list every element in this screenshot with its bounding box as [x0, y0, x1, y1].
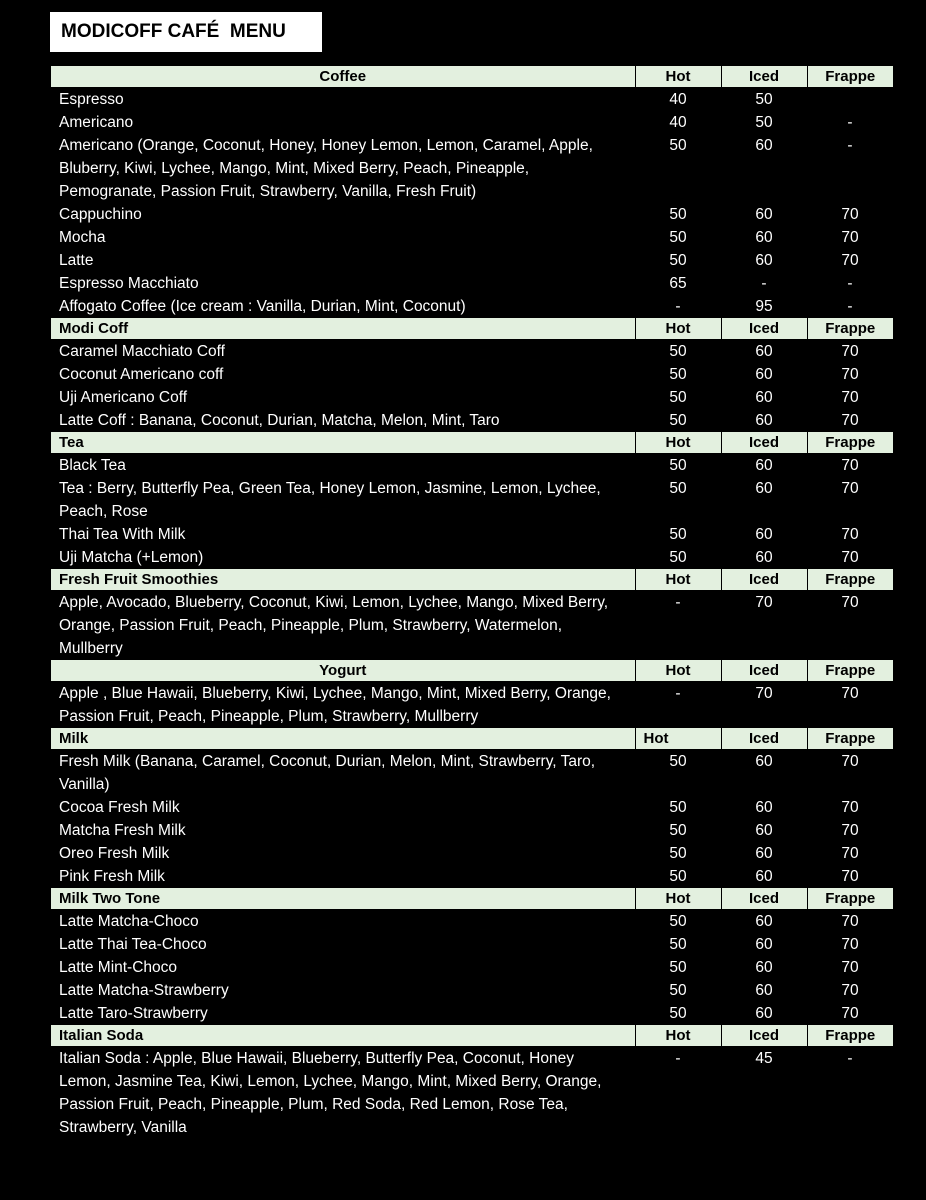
price-frappe: 70 — [841, 845, 859, 862]
menu-item-row — [51, 454, 893, 478]
menu-item-row — [51, 682, 893, 729]
menu-item-row — [51, 111, 893, 134]
price-iced: 60 — [755, 549, 773, 566]
price-frappe: 70 — [841, 959, 859, 976]
column-header-iced: Iced — [721, 66, 807, 88]
menu-item-row — [51, 933, 893, 956]
menu-title: MODICOFF CAFÉ MENU — [50, 12, 322, 52]
price-hot: 50 — [669, 480, 687, 497]
item-name: Pink Fresh Milk — [59, 868, 165, 885]
menu-item-row — [51, 842, 893, 865]
price-frappe: 70 — [841, 594, 859, 611]
item-name: Thai Tea With Milk — [59, 526, 186, 543]
menu-item-row — [51, 386, 893, 409]
price-frappe: 70 — [841, 412, 859, 429]
price-iced: 60 — [755, 389, 773, 406]
price-hot: 50 — [669, 366, 687, 383]
section-title: Yogurt — [51, 660, 635, 682]
price-hot: 40 — [669, 91, 687, 108]
price-iced: 70 — [755, 594, 773, 611]
price-frappe: 70 — [841, 252, 859, 269]
price-hot: 40 — [669, 114, 687, 131]
column-header-hot: Hot — [635, 318, 721, 340]
menu-item-row — [51, 134, 893, 203]
menu-item-row — [51, 1002, 893, 1025]
item-name: Cappuchino — [59, 206, 142, 223]
price-iced: 60 — [755, 412, 773, 429]
price-frappe: 70 — [841, 389, 859, 406]
column-header-iced: Iced — [721, 728, 807, 750]
menu-item-row — [51, 203, 893, 226]
price-iced: - — [761, 275, 767, 292]
price-frappe: - — [847, 275, 853, 292]
item-name: Uji Americano Coff — [59, 389, 188, 406]
item-name: Americano — [59, 114, 134, 131]
section-header-yogurt — [51, 660, 893, 682]
column-header-hot: Hot — [635, 1025, 721, 1047]
item-name: Tea : Berry, Butterfly Pea, Green Tea, Honey Lemon, Jasmine, Lemon, Lychee, Peach, Rose — [59, 480, 601, 520]
price-iced: 60 — [755, 959, 773, 976]
item-name: Fresh Milk (Banana, Caramel, Coconut, Durian, Melon, Mint, Strawberry, Taro, Vanilla) — [59, 753, 596, 793]
price-iced: 45 — [755, 1050, 773, 1067]
item-name: Uji Matcha (+Lemon) — [59, 549, 204, 566]
price-frappe: 70 — [841, 229, 859, 246]
price-iced: 60 — [755, 868, 773, 885]
section-header-coffee — [51, 66, 893, 88]
section-title: Coffee — [51, 66, 635, 88]
column-header-frappe: Frappe — [807, 888, 893, 910]
item-name: Coconut Americano coff — [59, 366, 224, 383]
column-header-frappe: Frappe — [807, 728, 893, 750]
item-name: Latte Taro-Strawberry — [59, 1005, 208, 1022]
column-header-iced: Iced — [721, 432, 807, 454]
price-frappe: - — [847, 298, 853, 315]
price-frappe: 70 — [841, 1005, 859, 1022]
item-name: Oreo Fresh Milk — [59, 845, 170, 862]
menu-item-row — [51, 226, 893, 249]
menu-item-row — [51, 1047, 893, 1140]
price-frappe: 70 — [841, 822, 859, 839]
price-frappe: - — [847, 114, 853, 131]
item-name: Caramel Macchiato Coff — [59, 343, 225, 360]
section-header-modi-coff — [51, 318, 893, 340]
column-header-hot: Hot — [635, 66, 721, 88]
price-hot: 50 — [669, 913, 687, 930]
price-iced: 60 — [755, 137, 773, 154]
price-hot: 50 — [669, 229, 687, 246]
price-frappe: 70 — [841, 549, 859, 566]
menu-item-row — [51, 477, 893, 523]
price-frappe: 70 — [841, 526, 859, 543]
column-header-frappe: Frappe — [807, 66, 893, 88]
menu-item-row — [51, 88, 893, 112]
price-hot: 50 — [669, 206, 687, 223]
price-iced: 60 — [755, 913, 773, 930]
column-header-iced: Iced — [721, 660, 807, 682]
menu-item-row — [51, 409, 893, 432]
section-header-milk — [51, 728, 893, 750]
menu-item-row — [51, 523, 893, 546]
price-iced: 95 — [755, 298, 773, 315]
section-title: Tea — [51, 432, 635, 454]
price-hot: 50 — [669, 753, 687, 770]
item-name: Cocoa Fresh Milk — [59, 799, 180, 816]
price-hot: - — [675, 685, 681, 702]
price-hot: 50 — [669, 412, 687, 429]
price-frappe: 70 — [841, 799, 859, 816]
price-iced: 60 — [755, 206, 773, 223]
column-header-iced: Iced — [721, 888, 807, 910]
price-iced: 60 — [755, 822, 773, 839]
price-iced: 60 — [755, 252, 773, 269]
price-iced: 70 — [755, 685, 773, 702]
price-frappe: 70 — [841, 206, 859, 223]
menu-item-row — [51, 910, 893, 934]
item-name: Latte Matcha-Strawberry — [59, 982, 229, 999]
menu-item-row — [51, 295, 893, 318]
price-hot: 50 — [669, 137, 687, 154]
price-frappe: 70 — [841, 913, 859, 930]
menu-item-row — [51, 979, 893, 1002]
column-header-hot: Hot — [635, 888, 721, 910]
item-name: Latte Mint-Choco — [59, 959, 178, 976]
column-header-hot: Hot — [635, 728, 721, 750]
price-iced: 60 — [755, 982, 773, 999]
price-iced: 50 — [755, 114, 773, 131]
item-name: Latte — [59, 252, 94, 269]
price-hot: 65 — [669, 275, 687, 292]
column-header-hot: Hot — [635, 660, 721, 682]
item-name: Espresso Macchiato — [59, 275, 199, 292]
price-frappe: - — [847, 1050, 853, 1067]
price-iced: 60 — [755, 457, 773, 474]
menu-item-row — [51, 956, 893, 979]
item-name: Apple, Avocado, Blueberry, Coconut, Kiwi, Lemon, Lychee, Mango, Mixed Berry, Orange, Passion Fruit, Peach, Pineapple, Plum, Strawberry, Watermelon, Mullberry — [59, 594, 609, 657]
price-hot: 50 — [669, 959, 687, 976]
price-hot: 50 — [669, 549, 687, 566]
item-name: Matcha Fresh Milk — [59, 822, 186, 839]
price-hot: 50 — [669, 845, 687, 862]
price-hot: 50 — [669, 936, 687, 953]
price-frappe: 70 — [841, 366, 859, 383]
item-name: Affogato Coffee (Ice cream : Vanilla, Durian, Mint, Coconut) — [59, 298, 466, 315]
menu-item-row — [51, 591, 893, 661]
price-iced: 60 — [755, 526, 773, 543]
section-title: Fresh Fruit Smoothies — [51, 569, 635, 591]
menu-item-row — [51, 363, 893, 386]
price-iced: 60 — [755, 936, 773, 953]
section-title: Italian Soda — [51, 1025, 635, 1047]
section-header-italian-soda — [51, 1025, 893, 1047]
item-name: Apple , Blue Hawaii, Blueberry, Kiwi, Lychee, Mango, Mint, Mixed Berry, Orange, Passion Fruit, Peach, Pineapple, Plum, Strawberry, Mullberry — [59, 685, 611, 725]
section-header-milk-two-tone — [51, 888, 893, 910]
item-name: Espresso — [59, 91, 124, 108]
item-name: Americano (Orange, Coconut, Honey, Honey Lemon, Lemon, Caramel, Apple, Bluberry, Kiwi, Lychee, Mango, Mint, Mixed Berry, Peach, Pineapple, Pemogranate, Passion Fruit, Strawberry, Vanilla, Fresh Fruit) — [59, 137, 593, 200]
section-header-tea — [51, 432, 893, 454]
price-frappe: 70 — [841, 685, 859, 702]
price-frappe: 70 — [841, 982, 859, 999]
price-iced: 60 — [755, 343, 773, 360]
menu-item-row — [51, 272, 893, 295]
price-frappe: 70 — [841, 457, 859, 474]
column-header-hot: Hot — [635, 569, 721, 591]
price-frappe: 70 — [841, 480, 859, 497]
column-header-frappe: Frappe — [807, 1025, 893, 1047]
price-iced: 60 — [755, 480, 773, 497]
price-iced: 60 — [755, 845, 773, 862]
price-iced: 50 — [755, 91, 773, 108]
item-name: Latte Coff : Banana, Coconut, Durian, Matcha, Melon, Mint, Taro — [59, 412, 500, 429]
price-hot: 50 — [669, 526, 687, 543]
price-frappe: 70 — [841, 936, 859, 953]
price-iced: 60 — [755, 799, 773, 816]
price-hot: 50 — [669, 457, 687, 474]
price-hot: 50 — [669, 343, 687, 360]
price-frappe: - — [847, 137, 853, 154]
column-header-frappe: Frappe — [807, 432, 893, 454]
item-name: Black Tea — [59, 457, 126, 474]
price-hot: 50 — [669, 252, 687, 269]
price-hot: - — [675, 1050, 681, 1067]
menu-item-row — [51, 340, 893, 364]
menu-item-row — [51, 796, 893, 819]
item-name: Mocha — [59, 229, 106, 246]
item-name: Latte Thai Tea-Choco — [59, 936, 207, 953]
column-header-frappe: Frappe — [807, 318, 893, 340]
price-hot: 50 — [669, 799, 687, 816]
price-hot: 50 — [669, 868, 687, 885]
price-iced: 60 — [755, 753, 773, 770]
price-iced: 60 — [755, 1005, 773, 1022]
menu-item-row — [51, 546, 893, 569]
price-iced: 60 — [755, 229, 773, 246]
menu-item-row — [51, 819, 893, 842]
menu-item-row — [51, 750, 893, 797]
section-title: Milk Two Tone — [51, 888, 635, 910]
column-header-frappe: Frappe — [807, 569, 893, 591]
price-frappe — [807, 88, 893, 112]
column-header-frappe: Frappe — [807, 660, 893, 682]
price-frappe: 70 — [841, 868, 859, 885]
section-header-fresh-fruit-smoothies — [51, 569, 893, 591]
item-name: Latte Matcha-Choco — [59, 913, 199, 930]
column-header-hot: Hot — [635, 432, 721, 454]
price-hot: 50 — [669, 822, 687, 839]
price-hot: - — [675, 594, 681, 611]
column-header-iced: Iced — [721, 1025, 807, 1047]
price-iced: 60 — [755, 366, 773, 383]
column-header-iced: Iced — [721, 318, 807, 340]
menu-item-row — [51, 249, 893, 272]
menu-table — [51, 66, 893, 1139]
menu-item-row — [51, 865, 893, 888]
price-hot: 50 — [669, 1005, 687, 1022]
column-header-iced: Iced — [721, 569, 807, 591]
price-hot: 50 — [669, 389, 687, 406]
section-title: Modi Coff — [51, 318, 635, 340]
price-frappe: 70 — [841, 753, 859, 770]
price-hot: - — [675, 298, 681, 315]
price-frappe: 70 — [841, 343, 859, 360]
price-hot: 50 — [669, 982, 687, 999]
item-name: Italian Soda : Apple, Blue Hawaii, Blueberry, Butterfly Pea, Coconut, Honey Lemon, Jasmine Tea, Kiwi, Lemon, Lychee, Mango, Mint, Mixed Berry, Orange, Passion Fruit, Peach, Pineapple, Plum, Red Soda, Red Lemon, Rose Tea, Strawberry, Vanilla — [59, 1050, 602, 1136]
section-title: Milk — [51, 728, 635, 750]
